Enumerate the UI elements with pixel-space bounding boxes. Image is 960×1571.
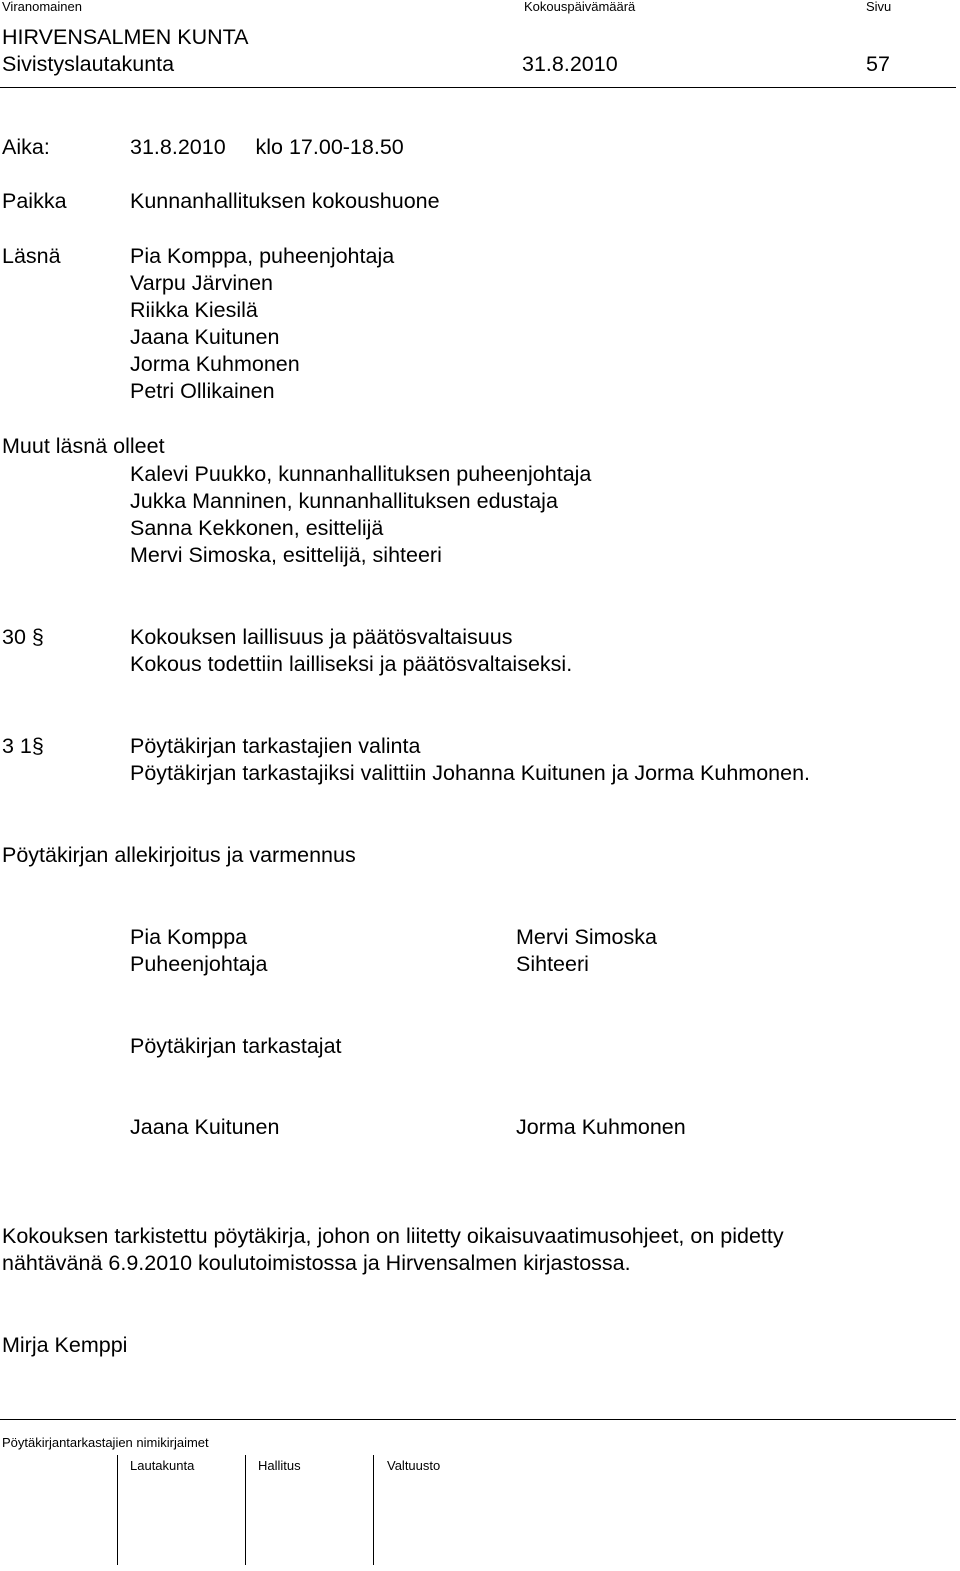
inspector-1: Jaana Kuitunen [130,1115,280,1139]
other-attendee: Sanna Kekkonen, esittelijä [130,516,384,540]
section-30 [130,624,572,678]
board-name: Sivistyslautakunta [2,52,175,76]
initials-label: Pöytäkirjantarkastajien nimikirjaimet [2,1435,209,1450]
notice-signer: Mirja Kemppi [2,1333,128,1357]
notice-line: Kokouksen tarkistettu pöytäkirja, johon on liitetty oikaisuvaatimusohjeet, on pidetty [2,1224,784,1248]
footer-column-divider [373,1455,374,1565]
public-notice [2,1223,784,1277]
inspectors-heading: Pöytäkirjan tarkastajat [130,1034,342,1058]
present-member: Varpu Järvinen [130,271,274,295]
section-text: Kokous todettiin lailliseksi ja päätösvaltaiseksi. [130,652,573,676]
notice-line: nähtävänä 6.9.2010 koulutoimistossa ja Hirvensalmen kirjastossa. [2,1251,631,1275]
footer-column-divider [245,1455,246,1565]
section-31 [130,733,810,787]
time-label: Aika: [2,135,50,159]
footer-col-government: Hallitus [258,1458,301,1473]
present-list [130,243,394,405]
present-member: Jorma Kuhmonen [130,352,300,376]
header-label-date: Kokouspäivämäärä [524,0,636,14]
footer-col-board: Lautakunta [130,1458,195,1473]
place-label: Paikka [2,189,67,213]
meeting-date: 31.8.2010 [522,52,618,76]
chair-role: Puheenjohtaja [130,952,268,976]
header-label-official: Viranomainen [2,0,82,14]
section-number: 3 1§ [2,734,44,758]
chair-name: Pia Komppa [130,925,248,949]
inspector-2: Jorma Kuhmonen [516,1115,686,1139]
other-attendee: Kalevi Puukko, kunnanhallituksen puheenjohtaja [130,462,592,486]
chair-signature [130,924,267,978]
place-value: Kunnanhallituksen kokoushuone [130,189,440,213]
section-text: Pöytäkirjan tarkastajiksi valittiin Johanna Kuitunen ja Jorma Kuhmonen. [130,761,811,785]
page-number: 57 [866,52,890,76]
section-title: Pöytäkirjan tarkastajien valinta [130,734,421,758]
section-number: 30 § [2,625,44,649]
present-member: Pia Komppa, puheenjohtaja [130,244,395,268]
header-divider [0,87,956,88]
secretary-name: Mervi Simoska [516,925,657,949]
secretary-role: Sihteeri [516,952,589,976]
other-attendee: Mervi Simoska, esittelijä, sihteeri [130,543,442,567]
municipality-name: HIRVENSALMEN KUNTA [2,25,249,49]
other-attendee: Jukka Manninen, kunnanhallituksen edustaja [130,489,558,513]
present-label: Läsnä [2,244,61,268]
section-title: Kokouksen laillisuus ja päätösvaltaisuus [130,625,513,649]
present-member: Petri Ollikainen [130,379,275,403]
footer-column-divider [117,1455,118,1565]
others-label: Muut läsnä olleet [2,434,165,458]
present-member: Riikka Kiesilä [130,298,258,322]
time-value: 31.8.2010 klo 17.00-18.50 [130,135,404,159]
signatures-heading: Pöytäkirjan allekirjoitus ja varmennus [2,843,356,867]
secretary-signature [516,924,657,978]
footer-col-council: Valtuusto [387,1458,441,1473]
others-list [130,461,591,569]
footer-divider [0,1419,956,1420]
present-member: Jaana Kuitunen [130,325,280,349]
header-label-page: Sivu [866,0,892,14]
